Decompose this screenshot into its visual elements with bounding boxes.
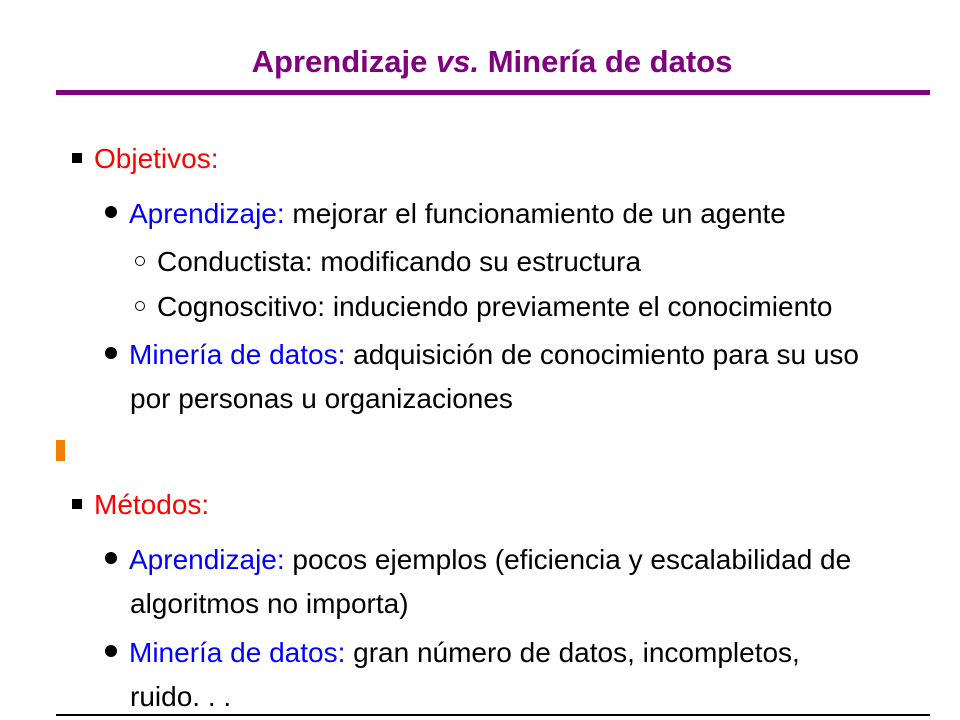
aprendizaje-term: Aprendizaje: [129,198,285,229]
objetivos-aprendizaje-item [105,197,786,231]
dot-bullet-icon [105,347,117,359]
ring-bullet-icon [135,301,145,311]
metodos-item [72,488,209,522]
metodos-aprendizaje-continuation: algoritmos no importa) [130,588,409,619]
title-vs: vs. [435,44,480,79]
aprendizaje-description: pocos ejemplos (eficiencia y escalabilidad de [284,544,852,575]
dot-bullet-icon [105,645,117,657]
orange-marker [56,440,65,461]
objetivos-heading: Objetivos: [94,143,219,174]
title-prefix: Aprendizaje [251,44,436,79]
slide-title [0,44,960,80]
mineria-term: Minería de datos: [129,339,346,370]
metodos-heading: Métodos: [94,489,210,520]
aprendizaje-term: Aprendizaje: [129,544,285,575]
metodos-aprendizaje-item [105,543,851,577]
mineria-term: Minería de datos: [129,637,346,668]
cognoscitivo-text: Cognoscitivo: induciendo previamente el conocimiento [157,291,833,322]
mineria-description: adquisición de conocimiento para su uso [345,339,859,370]
conductista-item [135,245,641,279]
title-underline [56,90,930,95]
conductista-text: Conductista: modificando su estructura [157,246,642,277]
dot-bullet-icon [105,206,117,218]
bottom-rule [56,714,930,716]
aprendizaje-description: mejorar el funcionamiento de un agente [284,198,786,229]
mineria-description: gran número de datos, incompletos, [345,637,800,668]
objetivos-item [72,142,219,176]
metodos-mineria-item [105,636,800,670]
dot-bullet-icon [105,552,117,564]
objetivos-mineria-item [105,338,859,372]
square-bullet-icon [72,153,82,163]
ring-bullet-icon [135,256,145,266]
objetivos-mineria-continuation: por personas u organizaciones [130,383,513,414]
square-bullet-icon [72,499,82,509]
metodos-mineria-continuation: ruido. . . [130,681,232,712]
title-suffix: Minería de datos [479,44,733,79]
cognoscitivo-item [135,290,833,324]
